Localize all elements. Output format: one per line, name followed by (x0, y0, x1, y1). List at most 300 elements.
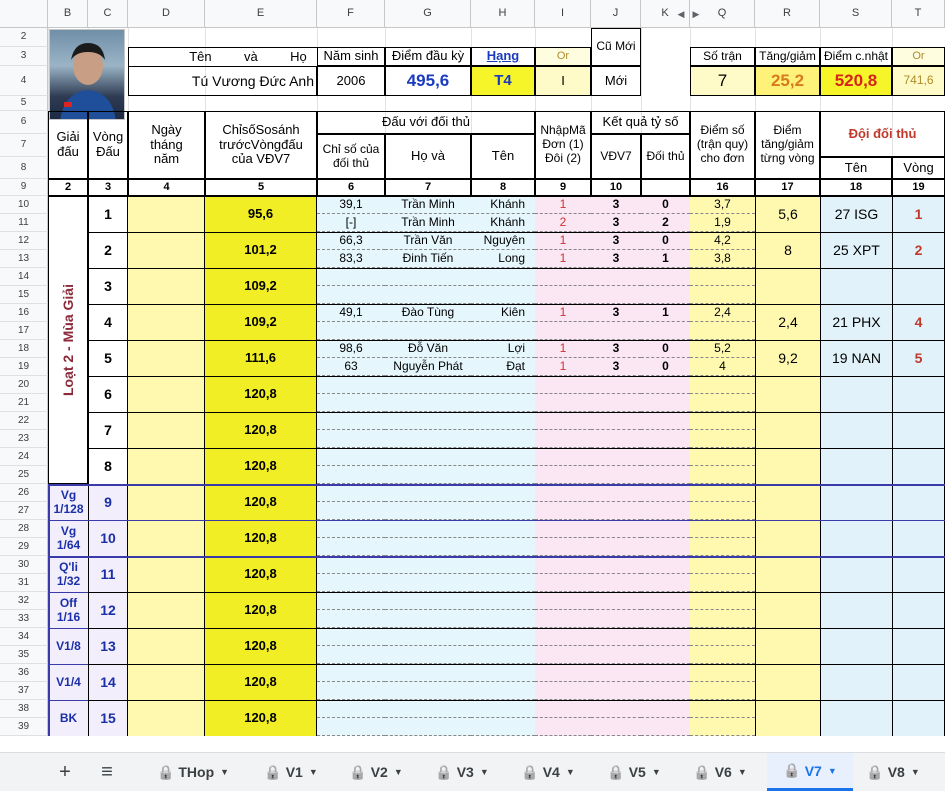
opponent-lastname-cell[interactable] (385, 520, 471, 538)
opponent-firstname-cell[interactable] (471, 700, 535, 718)
points-change-value[interactable] (755, 268, 820, 304)
points-cell[interactable] (690, 718, 755, 736)
round-number[interactable]: 12 (88, 592, 128, 628)
opponent-team-round[interactable] (892, 412, 945, 448)
opponent-lastname-cell[interactable] (385, 376, 471, 394)
points-change-value[interactable] (755, 556, 820, 592)
points-change-value[interactable] (755, 520, 820, 556)
opponent-index-cell[interactable] (317, 646, 385, 664)
column-number[interactable]: 9 (535, 179, 591, 196)
points-change-value[interactable] (755, 412, 820, 448)
column-header-i[interactable]: I (535, 0, 591, 28)
change-value[interactable]: 25,2 (755, 66, 820, 96)
opponent-index-cell[interactable] (317, 322, 385, 340)
date-cell[interactable] (128, 268, 205, 304)
entry-code-cell[interactable] (535, 574, 591, 592)
column-header-j[interactable]: J (591, 0, 641, 28)
opponent-team-value[interactable] (820, 376, 892, 412)
caret-down-icon[interactable]: ▼ (910, 767, 920, 777)
caret-down-icon[interactable]: ▼ (220, 767, 230, 777)
row-header-2[interactable]: 2 (0, 28, 48, 47)
result-player-value[interactable]: 3 (612, 305, 620, 320)
round-number[interactable]: 7 (88, 412, 128, 448)
result-opponent-cell[interactable] (641, 646, 690, 664)
round-number[interactable]: 9 (88, 484, 128, 520)
entry-code-value[interactable]: 1 (559, 197, 567, 212)
opponent-lastname-cell[interactable] (385, 322, 471, 340)
result-opponent-cell[interactable] (641, 322, 690, 340)
result-player-cell[interactable] (591, 520, 641, 538)
opponent-firstname-header[interactable]: Tên (471, 134, 535, 179)
opponent-index-cell[interactable] (317, 466, 385, 484)
points-cell[interactable] (690, 628, 755, 646)
opponent-lastname-cell[interactable] (385, 700, 471, 718)
matches-value[interactable]: 7 (690, 66, 755, 96)
old-new-value[interactable]: Mới (591, 66, 641, 96)
column-number[interactable]: 10 (591, 179, 641, 196)
opponent-lastname-cell[interactable] (385, 484, 471, 502)
points-cell[interactable] (690, 610, 755, 628)
result-player-cell[interactable] (591, 592, 641, 610)
opponent-index-cell[interactable] (317, 610, 385, 628)
entry-code-cell[interactable] (535, 682, 591, 700)
start-points-label[interactable]: Điểm đầu kỳ (385, 47, 471, 66)
opponent-team-value[interactable] (820, 628, 892, 664)
result-player-cell[interactable] (591, 718, 641, 736)
index-before-value[interactable]: 109,2 (205, 304, 317, 340)
result-opponent-cell[interactable] (641, 484, 690, 502)
index-before-value[interactable]: 111,6 (205, 340, 317, 376)
index-before-value[interactable]: 120,8 (205, 700, 317, 736)
column-header-c[interactable]: C (88, 0, 128, 28)
opponent-lastname-cell[interactable] (385, 646, 471, 664)
result-player-cell[interactable] (591, 700, 641, 718)
points-cell[interactable] (690, 466, 755, 484)
result-player-cell[interactable] (591, 664, 641, 682)
round-number[interactable]: 2 (88, 232, 128, 268)
player-name[interactable]: Tú Vương Đức Anh (128, 66, 317, 96)
result-opponent-value[interactable]: 2 (662, 215, 669, 230)
result-opponent-value[interactable]: 0 (662, 233, 669, 248)
rank-label[interactable]: Hạng (471, 47, 535, 66)
points-value[interactable]: 3,8 (714, 251, 731, 266)
row-header-36[interactable]: 36 (0, 664, 48, 682)
result-opponent-cell[interactable] (641, 628, 690, 646)
hidden-columns-right-icon[interactable]: ▶ (692, 9, 700, 19)
row-header-28[interactable]: 28 (0, 520, 48, 538)
sheet-tab-v1[interactable] (252, 753, 330, 791)
opponent-lastname-value[interactable]: Đinh Tiến (402, 251, 454, 266)
result-opponent-cell[interactable] (641, 556, 690, 574)
row-header-24[interactable]: 24 (0, 448, 48, 466)
row-header-34[interactable]: 34 (0, 628, 48, 646)
opponent-team-round[interactable] (892, 484, 945, 520)
row-header-31[interactable]: 31 (0, 574, 48, 592)
result-opponent-cell[interactable] (641, 664, 690, 682)
opponent-index-cell[interactable] (317, 502, 385, 520)
points-cell[interactable] (690, 574, 755, 592)
row-header-12[interactable]: 12 (0, 232, 48, 250)
result-player-cell[interactable] (591, 484, 641, 502)
points-change-value[interactable]: 2,4 (755, 304, 820, 340)
column-header-f[interactable]: F (317, 0, 385, 28)
column-number[interactable]: 8 (471, 179, 535, 196)
opponent-lastname-cell[interactable] (385, 394, 471, 412)
points-change-header[interactable]: Điểm tăng/giảm từng vòng (755, 111, 820, 179)
date-cell[interactable] (128, 592, 205, 628)
stage-label[interactable]: Off 1/16 (48, 592, 88, 628)
opponent-lastname-cell[interactable] (385, 592, 471, 610)
result-player-value[interactable]: 3 (612, 341, 620, 356)
result-player-cell[interactable] (591, 376, 641, 394)
row-header-35[interactable]: 35 (0, 646, 48, 664)
column-number[interactable]: 6 (317, 179, 385, 196)
points-cell[interactable] (690, 664, 755, 682)
opponent-index-cell[interactable] (317, 412, 385, 430)
opponent-index-cell[interactable] (317, 520, 385, 538)
opponent-firstname-cell[interactable] (471, 610, 535, 628)
points-cell[interactable] (690, 520, 755, 538)
sheet-tab-v6[interactable] (681, 753, 759, 791)
points-cell[interactable] (690, 430, 755, 448)
opponent-lastname-value[interactable]: Trần Văn (403, 233, 453, 248)
entry-code-cell[interactable] (535, 610, 591, 628)
opponent-index-cell[interactable] (317, 664, 385, 682)
opponent-team-value[interactable]: 27 ISG (820, 196, 892, 232)
index-before-header[interactable]: ChỉsốSosánh trướcVòngđấu của VĐV7 (205, 111, 317, 179)
result-player-cell[interactable] (591, 466, 641, 484)
entry-code-cell[interactable] (535, 556, 591, 574)
date-cell[interactable] (128, 556, 205, 592)
result-opponent-cell[interactable] (641, 466, 690, 484)
row-header-26[interactable]: 26 (0, 484, 48, 502)
entry-code-cell[interactable] (535, 430, 591, 448)
opponent-index-cell[interactable] (317, 376, 385, 394)
tournament-header[interactable]: Giải đấu (48, 111, 88, 179)
opponent-firstname-cell[interactable] (471, 394, 535, 412)
result-opponent-cell[interactable] (641, 430, 690, 448)
column-header-r[interactable]: R (755, 0, 820, 28)
column-number[interactable]: 2 (48, 179, 88, 196)
opponent-firstname-cell[interactable] (471, 682, 535, 700)
date-cell[interactable] (128, 664, 205, 700)
opponent-index-cell[interactable] (317, 556, 385, 574)
series-label[interactable] (48, 196, 88, 484)
points-value[interactable]: 4,2 (714, 233, 731, 248)
column-header-g[interactable]: G (385, 0, 471, 28)
result-player-value[interactable]: 3 (612, 215, 620, 230)
row-header-13[interactable]: 13 (0, 250, 48, 268)
index-before-value[interactable]: 120,8 (205, 664, 317, 700)
opponent-team-round[interactable] (892, 520, 945, 556)
entry-code-cell[interactable] (535, 286, 591, 304)
points-cell[interactable] (690, 268, 755, 286)
points-cell[interactable] (690, 484, 755, 502)
opponent-team-value[interactable] (820, 484, 892, 520)
opponent-lastname-cell[interactable] (385, 430, 471, 448)
row-header-7[interactable]: 7 (0, 134, 48, 157)
round-number[interactable]: 13 (88, 628, 128, 664)
sheet-tab-v5[interactable] (595, 753, 673, 791)
column-number[interactable]: 7 (385, 179, 471, 196)
points-value[interactable]: 4 (719, 359, 726, 374)
opponent-lastname-cell[interactable] (385, 502, 471, 520)
result-opponent-value[interactable]: 0 (662, 197, 669, 212)
entry-code-cell[interactable] (535, 592, 591, 610)
opponent-lastname-cell[interactable] (385, 448, 471, 466)
date-cell[interactable] (128, 196, 205, 232)
result-player-cell[interactable] (591, 682, 641, 700)
entry-code-value[interactable]: 1 (559, 251, 567, 266)
opponent-team-value[interactable] (820, 592, 892, 628)
opponent-team-round[interactable]: 2 (892, 232, 945, 268)
matches-label[interactable]: Số trận (690, 47, 755, 66)
date-cell[interactable] (128, 304, 205, 340)
index-before-value[interactable]: 120,8 (205, 448, 317, 484)
row-header-22[interactable]: 22 (0, 412, 48, 430)
opponent-team-round[interactable] (892, 700, 945, 736)
points-change-value[interactable] (755, 628, 820, 664)
opponent-index-header[interactable]: Chỉ số của đối thủ (317, 134, 385, 179)
row-header-27[interactable]: 27 (0, 502, 48, 520)
row-header-9[interactable]: 9 (0, 179, 48, 196)
row-header-37[interactable]: 37 (0, 682, 48, 700)
opponent-index-cell[interactable] (317, 394, 385, 412)
entry-code-value[interactable]: 1 (559, 359, 567, 374)
opponent-firstname-cell[interactable] (471, 448, 535, 466)
opponent-firstname-value[interactable]: Nguyên (483, 233, 525, 248)
opponent-lastname-cell[interactable] (385, 718, 471, 736)
opponent-lastname-cell[interactable] (385, 268, 471, 286)
index-before-value[interactable]: 101,2 (205, 232, 317, 268)
opponent-lastname-value[interactable]: Nguyễn Phát (393, 359, 463, 374)
opponent-firstname-cell[interactable] (471, 664, 535, 682)
result-player-cell[interactable] (591, 448, 641, 466)
entry-code-cell[interactable] (535, 718, 591, 736)
opponent-team-value[interactable] (820, 412, 892, 448)
index-before-value[interactable]: 120,8 (205, 484, 317, 520)
column-header-t[interactable]: T (892, 0, 945, 28)
round-number[interactable]: 1 (88, 196, 128, 232)
entry-code-value[interactable]: 1 (559, 233, 567, 248)
points-cell[interactable] (690, 322, 755, 340)
points-cell[interactable] (690, 682, 755, 700)
date-cell[interactable] (128, 340, 205, 376)
column-header-q[interactable]: Q (690, 0, 755, 28)
opponent-firstname-cell[interactable] (471, 646, 535, 664)
opponent-lastname-cell[interactable] (385, 628, 471, 646)
opponent-lastname-cell[interactable] (385, 556, 471, 574)
opponent-firstname-cell[interactable] (471, 376, 535, 394)
result-opponent-cell[interactable] (641, 538, 690, 556)
row-header-25[interactable]: 25 (0, 466, 48, 484)
index-before-value[interactable]: 95,6 (205, 196, 317, 232)
opponent-team-value[interactable]: 19 NAN (820, 340, 892, 376)
opponent-firstname-cell[interactable] (471, 322, 535, 340)
row-header-5[interactable]: 5 (0, 96, 48, 111)
sheet-tab-v4[interactable] (509, 753, 587, 791)
opponent-firstname-cell[interactable] (471, 412, 535, 430)
result-opponent-cell[interactable] (641, 502, 690, 520)
result-opponent-cell[interactable] (641, 574, 690, 592)
points-cell[interactable] (690, 646, 755, 664)
opponent-lastname-cell[interactable] (385, 610, 471, 628)
opponent-lastname-value[interactable]: Trần Minh (401, 197, 455, 212)
birth-year-label[interactable]: Năm sinh (317, 47, 385, 66)
points-cell[interactable] (690, 700, 755, 718)
points-cell[interactable] (690, 286, 755, 304)
points-value[interactable]: 2,4 (714, 305, 731, 320)
entry-code-cell[interactable] (535, 448, 591, 466)
result-opponent-cell[interactable] (641, 700, 690, 718)
caret-down-icon[interactable]: ▼ (737, 767, 747, 777)
index-before-value[interactable]: 109,2 (205, 268, 317, 304)
opponent-team-round[interactable] (892, 448, 945, 484)
opponent-firstname-value[interactable]: Khánh (490, 197, 525, 212)
index-before-value[interactable]: 120,8 (205, 376, 317, 412)
entry-code-cell[interactable] (535, 664, 591, 682)
index-before-value[interactable]: 120,8 (205, 556, 317, 592)
sheet-tab-v3[interactable] (423, 753, 501, 791)
opponent-team-round[interactable]: 1 (892, 196, 945, 232)
entry-code-value[interactable]: 1 (559, 341, 567, 356)
row-header-11[interactable]: 11 (0, 214, 48, 232)
result-player-cell[interactable] (591, 268, 641, 286)
hidden-columns-left-icon[interactable]: ◀ (677, 9, 685, 19)
caret-down-icon[interactable]: ▼ (479, 767, 489, 777)
row-header-3[interactable]: 3 (0, 47, 48, 66)
opponent-lastname-value[interactable]: Đào Tùng (401, 305, 455, 320)
result-player-cell[interactable] (591, 610, 641, 628)
row-header-38[interactable]: 38 (0, 700, 48, 718)
opponent-firstname-cell[interactable] (471, 502, 535, 520)
opponent-index-value[interactable]: [-] (345, 215, 357, 230)
updated-points-label[interactable]: Điểm c.nhật (820, 47, 892, 66)
opponent-lastname-cell[interactable] (385, 682, 471, 700)
row-header-21[interactable]: 21 (0, 394, 48, 412)
index-before-value[interactable]: 120,8 (205, 412, 317, 448)
result-opponent-value[interactable]: 1 (662, 251, 669, 266)
entry-code-cell[interactable] (535, 466, 591, 484)
stage-label[interactable]: Vg 1/64 (48, 520, 88, 556)
result-player-value[interactable]: 3 (612, 233, 620, 248)
date-cell[interactable] (128, 700, 205, 736)
result-opponent-cell[interactable] (641, 376, 690, 394)
row-header-15[interactable]: 15 (0, 286, 48, 304)
points-cell[interactable] (690, 412, 755, 430)
result-player-value[interactable]: 3 (612, 359, 620, 374)
points-cell[interactable] (690, 502, 755, 520)
column-header-d[interactable]: D (128, 0, 205, 28)
caret-down-icon[interactable]: ▼ (651, 767, 661, 777)
row-header-23[interactable]: 23 (0, 430, 48, 448)
or-label[interactable]: Or (535, 47, 591, 66)
date-cell[interactable] (128, 484, 205, 520)
entry-code-cell[interactable] (535, 394, 591, 412)
opponent-index-cell[interactable] (317, 682, 385, 700)
opponent-lastname-cell[interactable] (385, 466, 471, 484)
team-round-header[interactable]: Vòng (892, 157, 945, 179)
row-header-4[interactable]: 4 (0, 66, 48, 96)
points-cell[interactable] (690, 376, 755, 394)
stage-label[interactable]: V1/4 (48, 664, 88, 700)
result-opponent-cell[interactable] (641, 412, 690, 430)
date-cell[interactable] (128, 412, 205, 448)
opponent-index-value[interactable]: 49,1 (339, 305, 363, 320)
opponent-lastname-value[interactable]: Đỗ Văn (407, 341, 449, 356)
column-header-k[interactable]: K (641, 0, 690, 28)
entry-code-cell[interactable] (535, 700, 591, 718)
points-change-value[interactable] (755, 484, 820, 520)
sheet-tab-v8[interactable] (853, 753, 933, 791)
stage-label[interactable]: Q'li 1/32 (48, 556, 88, 592)
entry-code-cell[interactable] (535, 502, 591, 520)
row-header-17[interactable]: 17 (0, 322, 48, 340)
result-opponent-value[interactable]: 0 (662, 359, 669, 374)
row-header-6[interactable]: 6 (0, 111, 48, 134)
row-header-32[interactable]: 32 (0, 592, 48, 610)
opponent-index-cell[interactable] (317, 286, 385, 304)
date-cell[interactable] (128, 628, 205, 664)
points-change-value[interactable]: 9,2 (755, 340, 820, 376)
opponent-team-round[interactable] (892, 268, 945, 304)
result-player-cell[interactable] (591, 286, 641, 304)
opponent-lastname-header[interactable]: Họ và (385, 134, 471, 179)
opponent-firstname-value[interactable]: Kiên (500, 305, 525, 320)
result-opponent-value[interactable]: 0 (662, 341, 669, 356)
entry-code-cell[interactable] (535, 520, 591, 538)
row-header-33[interactable]: 33 (0, 610, 48, 628)
entry-code-cell[interactable] (535, 268, 591, 286)
opponent-lastname-cell[interactable] (385, 574, 471, 592)
result-opponent-cell[interactable] (641, 682, 690, 700)
row-header-14[interactable]: 14 (0, 268, 48, 286)
opponent-team-round[interactable] (892, 556, 945, 592)
opponent-index-cell[interactable] (317, 430, 385, 448)
opponent-team-round[interactable] (892, 592, 945, 628)
start-points-value[interactable]: 495,6 (385, 66, 471, 96)
result-player-cell[interactable] (591, 394, 641, 412)
entry-code-value[interactable]: 2 (559, 215, 567, 230)
row-header-18[interactable]: 18 (0, 340, 48, 358)
date-cell[interactable] (128, 520, 205, 556)
row-header-30[interactable]: 30 (0, 556, 48, 574)
points-change-value[interactable] (755, 700, 820, 736)
column-number[interactable]: 19 (892, 179, 945, 196)
points-change-value[interactable] (755, 592, 820, 628)
points-change-value[interactable]: 5,6 (755, 196, 820, 232)
result-opponent-cell[interactable] (641, 448, 690, 466)
opponent-index-cell[interactable] (317, 538, 385, 556)
old-new-label[interactable]: Cũ Mới (591, 28, 641, 66)
column-number[interactable]: 4 (128, 179, 205, 196)
row-header-8[interactable]: 8 (0, 157, 48, 179)
entry-code-value[interactable]: 1 (559, 305, 567, 320)
opponent-index-value[interactable]: 98,6 (339, 341, 363, 356)
entry-code-cell[interactable] (535, 412, 591, 430)
result-player-cell[interactable] (591, 430, 641, 448)
points-cell[interactable] (690, 538, 755, 556)
result-opponent-cell[interactable] (641, 268, 690, 286)
opponent-team-value[interactable]: 25 XPT (820, 232, 892, 268)
result-player-cell[interactable] (591, 628, 641, 646)
opponent-firstname-value[interactable]: Khánh (490, 215, 525, 230)
row-header-20[interactable]: 20 (0, 376, 48, 394)
result-player-cell[interactable] (591, 412, 641, 430)
entry-code-cell[interactable] (535, 376, 591, 394)
points-cell[interactable] (690, 556, 755, 574)
sheet-tab-v7[interactable] (767, 753, 853, 791)
